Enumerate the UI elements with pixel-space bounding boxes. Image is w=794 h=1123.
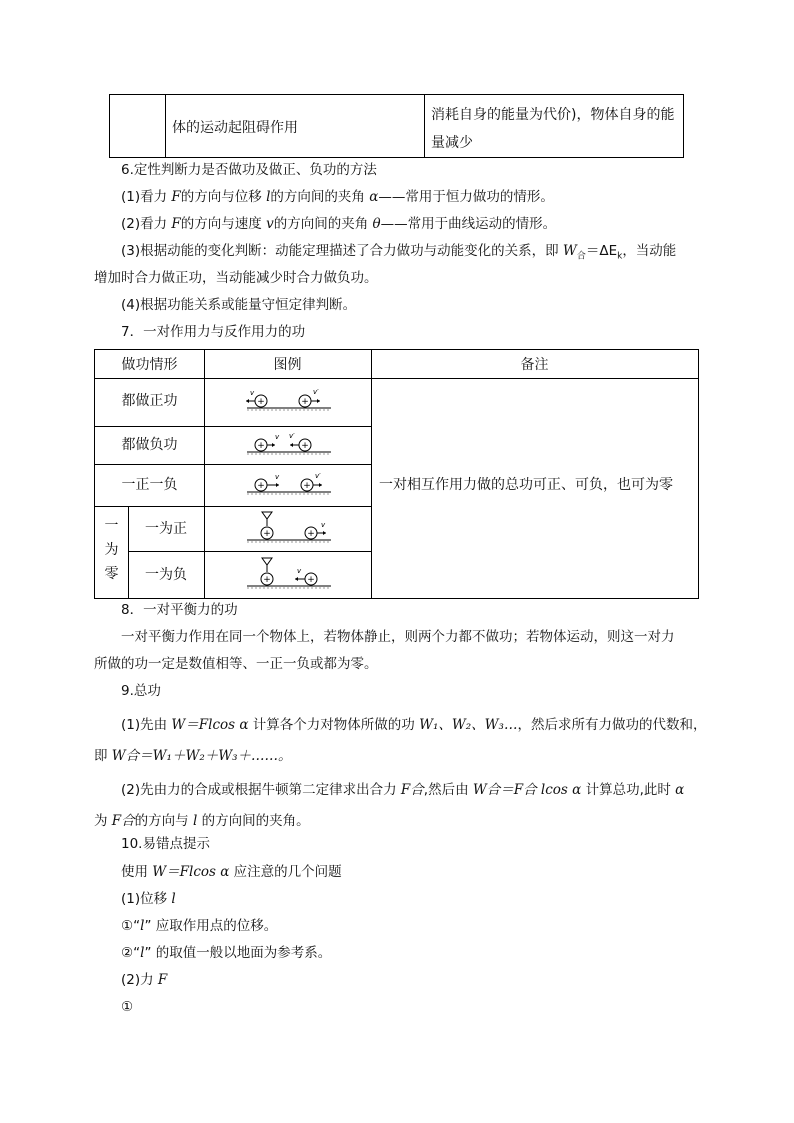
paragraph: ① (121, 999, 134, 1015)
paragraph: (4)根据功能关系或能量守恒定律判断。 (121, 297, 357, 313)
row-label: 一正一负 (121, 477, 178, 493)
svg-text:+: + (301, 441, 309, 451)
svg-text:+: + (307, 575, 315, 585)
paragraph: ②“l” 的取值一般以地面为参考系。 (121, 945, 332, 961)
figure-one-positive (245, 510, 335, 544)
svg-text:+: + (301, 397, 309, 407)
header-figure: 图例 (273, 357, 302, 373)
row-label: 一为负 (145, 567, 187, 583)
group-char: 一 (104, 518, 119, 534)
top-table (109, 94, 684, 158)
svg-text:+: + (307, 529, 315, 539)
section-heading: 8．一对平衡力的功 (121, 602, 238, 618)
svg-text:v: v (321, 521, 326, 529)
svg-text:+: + (263, 529, 271, 539)
group-label (95, 514, 128, 586)
paragraph: (2)力 F (121, 972, 168, 988)
svg-text:v′: v′ (289, 432, 295, 440)
paragraph: 增加时合力做正功，当动能减少时合力做负功。 (94, 270, 378, 286)
paragraph: (1)先由 W＝Flcos α 计算各个力对物体所做的功 W₁、W₂、W₃…，然后求所有力做功的代数和， (121, 717, 707, 733)
section-heading: 10.易错点提示 (121, 836, 210, 852)
paragraph: ①“l” 应取作用点的位移。 (121, 918, 278, 934)
svg-text:v: v (297, 567, 302, 575)
table-cell: 体的运动起阻碍作用 (172, 120, 298, 136)
row-label: 都做正功 (121, 393, 178, 409)
paragraph: (1)看力 F的方向与位移 l的方向间的夹角 α——常用于恒力做功的情形。 (121, 189, 554, 205)
svg-text:v′: v′ (315, 472, 321, 480)
svg-text:v: v (275, 433, 280, 441)
section-heading: 6.定性判断力是否做功及做正、负功的方法 (121, 162, 377, 178)
figure-one-positive-one-negative (245, 472, 335, 496)
header-case: 做功情形 (121, 357, 178, 373)
svg-text:+: + (257, 441, 265, 451)
svg-text:v′: v′ (313, 388, 319, 396)
cell-line: 消耗自身的能量为代价)，物体自身的能 (431, 107, 675, 123)
table-rule (128, 551, 371, 552)
paragraph: (2)先由力的合成或根据牛顿第二定律求出合力 F合,然后由 W合＝F合 lcos α 计算总功,此时 α (121, 782, 685, 798)
table-divider (165, 95, 166, 157)
work-table (94, 349, 699, 599)
row-label: 都做负功 (121, 437, 178, 453)
paragraph: 使用 W＝Flcos α 应注意的几个问题 (121, 864, 342, 880)
table-rule (95, 506, 371, 507)
section-heading: 9.总功 (121, 683, 161, 699)
paragraph: (3)根据动能的变化判断：动能定理描述了合力做功与动能变化的关系，即 $W_合=\Delta E_k$，当动能 (121, 243, 677, 262)
paragraph: 所做的功一定是数值相等、一正一负或都为零。 (94, 656, 378, 672)
row-label: 一为正 (145, 521, 187, 537)
paragraph: (1)位移 l (121, 891, 176, 907)
figure-both-positive (245, 388, 335, 412)
svg-text:+: + (257, 481, 265, 491)
table-divider (424, 95, 425, 157)
section-heading: 7．一对作用力与反作用力的功 (121, 324, 306, 340)
svg-text:v: v (275, 473, 280, 481)
paragraph: 一对平衡力作用在同一个物体上，若物体静止，则两个力都不做功；若物体运动，则这一对力 (121, 629, 675, 645)
cell-line: 量减少 (431, 135, 473, 151)
table-rule (95, 426, 371, 427)
figure-both-negative (245, 430, 335, 456)
group-char: 为 (104, 542, 119, 558)
table-rule (371, 378, 698, 379)
svg-text:+: + (263, 575, 271, 585)
header-note: 备注 (520, 357, 549, 373)
table-note: 一对相互作用力做的总功可正、可负，也可为零 (379, 477, 673, 493)
table-cell (431, 101, 674, 157)
table-rule (204, 350, 205, 598)
svg-text:v: v (250, 389, 255, 397)
svg-text:+: + (257, 397, 265, 407)
paragraph: (2)看力 F的方向与速度 v的方向间的夹角 θ——常用于曲线运动的情形。 (121, 216, 557, 232)
paragraph: 为 F合的方向与 l 的方向间的夹角。 (94, 813, 310, 829)
figure-one-negative (245, 556, 335, 590)
table-rule (95, 464, 371, 465)
group-char: 零 (104, 566, 119, 582)
paragraph: 即 W合＝W₁＋W₂＋W₃＋……。 (94, 748, 292, 764)
svg-text:+: + (303, 481, 311, 491)
table-rule (95, 378, 371, 379)
